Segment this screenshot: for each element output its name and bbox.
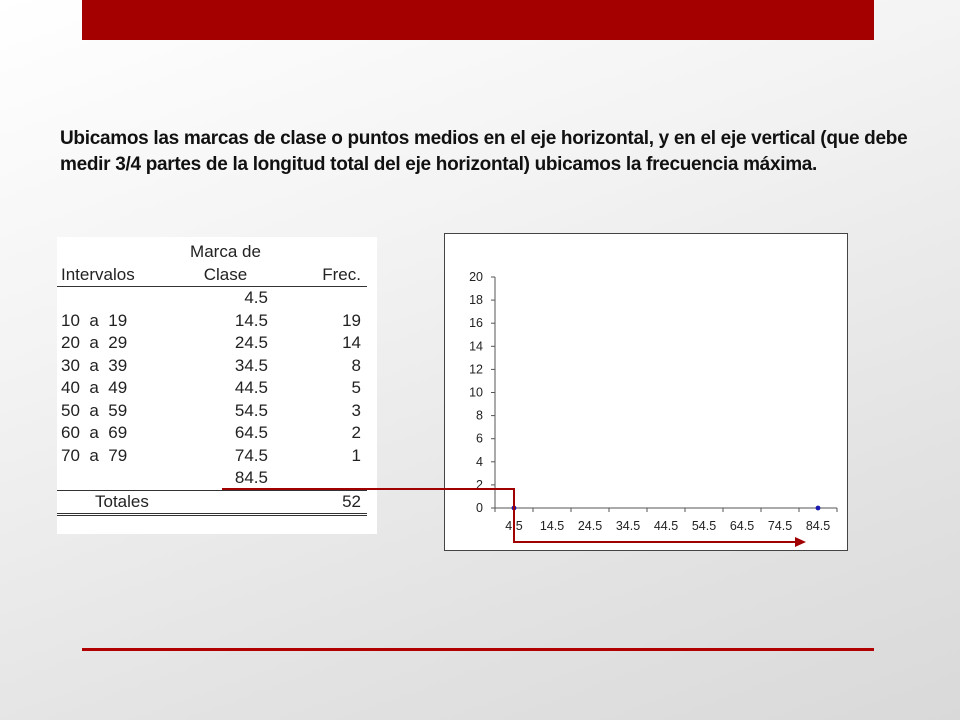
y-tick-label: 0 bbox=[476, 501, 483, 515]
row-frec: 19 bbox=[342, 310, 361, 330]
row-marca: 34.5 bbox=[234, 355, 268, 375]
y-tick-label: 18 bbox=[469, 293, 483, 308]
table-row bbox=[57, 332, 367, 355]
row-interval: 30 a 39 bbox=[61, 355, 128, 375]
row-frec bbox=[268, 467, 367, 490]
row-marca: 44.5 bbox=[234, 378, 268, 397]
header-frec: Frec. bbox=[322, 264, 361, 284]
table-body bbox=[57, 287, 367, 491]
row-interval bbox=[57, 287, 173, 310]
y-tick-label: 16 bbox=[469, 316, 483, 331]
y-tick-label: 20 bbox=[469, 270, 483, 284]
y-tick-label: 2 bbox=[476, 477, 483, 492]
table-row bbox=[57, 355, 367, 378]
table-row bbox=[57, 310, 367, 333]
header-marca-line2: Clase bbox=[203, 264, 248, 284]
y-tick-label: 4 bbox=[476, 454, 483, 469]
table-row bbox=[57, 377, 367, 400]
row-marca: 14.5 bbox=[234, 310, 268, 330]
row-interval: 40 a 49 bbox=[61, 378, 128, 397]
x-tick-label: 34.5 bbox=[615, 519, 641, 533]
totals-label: Totales bbox=[95, 491, 149, 511]
row-interval: 50 a 59 bbox=[61, 400, 128, 420]
footer-accent-line bbox=[82, 648, 874, 651]
row-interval: 10 a 19 bbox=[61, 310, 128, 330]
row-frec: 14 bbox=[342, 333, 361, 352]
y-tick-label: 8 bbox=[476, 408, 483, 423]
row-frec: 5 bbox=[351, 378, 361, 397]
row-interval: 70 a 79 bbox=[61, 445, 128, 465]
row-marca: 64.5 bbox=[234, 423, 268, 442]
table-row bbox=[57, 287, 367, 310]
chart-svg bbox=[445, 234, 847, 550]
y-tick-label: 10 bbox=[469, 385, 483, 400]
x-tick-label: 44.5 bbox=[653, 519, 679, 533]
row-frec: 1 bbox=[351, 445, 361, 465]
frequency-polygon-chart bbox=[444, 233, 848, 551]
row-marca: 4.5 bbox=[244, 288, 268, 307]
table-row bbox=[57, 422, 367, 445]
slide-body-text: Ubicamos las marcas de clase o puntos medios en el eje horizontal, y en el eje vertical (que debe medir 3/4 partes de la longitud total del eje horizontal) ubicamos la frecuencia máxima. bbox=[60, 128, 908, 175]
x-tick-label: 64.5 bbox=[729, 519, 755, 533]
x-tick-label: 84.5 bbox=[805, 519, 831, 533]
row-frec: 3 bbox=[351, 400, 361, 420]
totals-row bbox=[57, 490, 367, 515]
data-point bbox=[816, 506, 821, 511]
table-row bbox=[57, 467, 367, 490]
frequency-table bbox=[57, 237, 377, 534]
x-tick-label: 14.5 bbox=[539, 519, 565, 533]
totals-value: 52 bbox=[342, 491, 361, 511]
row-interval: 60 a 69 bbox=[61, 423, 128, 442]
table-row bbox=[57, 400, 367, 423]
header-marca-line1: Marca de bbox=[190, 242, 261, 262]
row-frec bbox=[268, 287, 367, 310]
title-accent-bar bbox=[82, 0, 874, 40]
table-row bbox=[57, 445, 367, 468]
row-marca: 84.5 bbox=[234, 468, 268, 487]
row-marca: 54.5 bbox=[234, 400, 268, 420]
x-tick-label: 24.5 bbox=[577, 519, 603, 533]
x-tick-label: 54.5 bbox=[691, 519, 717, 533]
row-interval bbox=[57, 467, 173, 490]
data-point bbox=[512, 506, 517, 511]
row-marca: 74.5 bbox=[234, 445, 268, 465]
x-tick-label: 4.5 bbox=[505, 519, 523, 533]
row-frec: 2 bbox=[351, 423, 361, 442]
y-tick-label: 12 bbox=[469, 362, 483, 377]
row-frec: 8 bbox=[351, 355, 361, 375]
row-interval: 20 a 29 bbox=[61, 333, 128, 352]
y-tick-label: 6 bbox=[476, 431, 483, 446]
header-intervalos: Intervalos bbox=[61, 264, 135, 284]
x-tick-label: 74.5 bbox=[767, 519, 793, 533]
row-marca: 24.5 bbox=[234, 333, 268, 352]
y-tick-label: 14 bbox=[469, 339, 483, 354]
